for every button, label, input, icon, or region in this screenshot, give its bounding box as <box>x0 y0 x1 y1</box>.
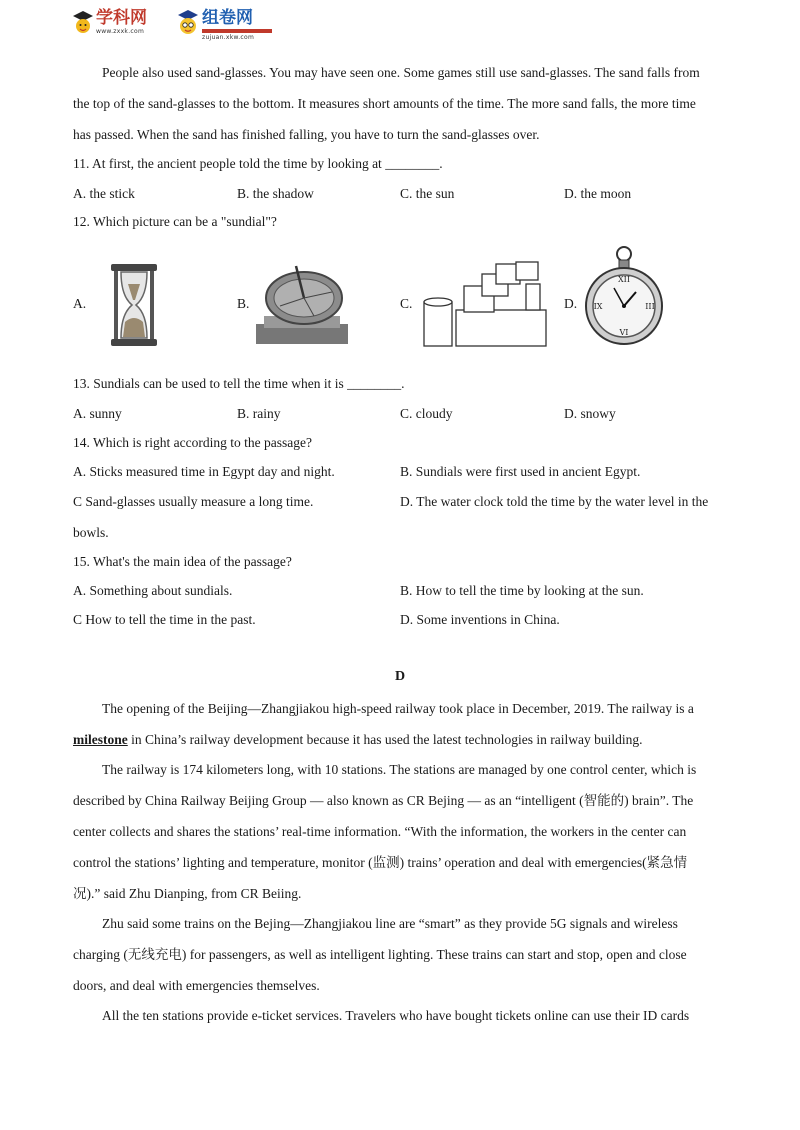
q15-option-a: A. Something about sundials. <box>73 583 233 598</box>
q13-option-a: A. sunny <box>73 406 122 421</box>
q14-option-d-continued: bowls. <box>73 525 109 540</box>
hourglass-picture <box>108 262 160 348</box>
passage-d-line: center collects and shares the stations’ real-time information. “With the information, the workers in the center can <box>73 824 687 839</box>
zujuan-logo <box>176 8 272 42</box>
passage-line: has passed. When the sand has finished falling, you have to turn the sand-glasses over. <box>73 127 540 142</box>
q11-option-d: D. the moon <box>564 186 632 201</box>
sundial-picture <box>256 262 348 344</box>
question-15-stem: 15. What's the main idea of the passage? <box>73 554 292 569</box>
question-11-stem: 11. At first, the ancient people told the time by looking at ________. <box>73 156 443 171</box>
zujuan-logo-text: 组卷网 <box>202 8 253 28</box>
q14-option-d: D. The water clock told the time by the water level in the <box>400 494 709 509</box>
passage-d-line <box>73 731 643 749</box>
passage-d-line: described by China Railway Beijing Group — also known as CR Bejing — as an “intelligent (智能的) brain”. The <box>73 793 694 808</box>
section-heading: D <box>394 669 406 684</box>
header-logos <box>72 8 292 48</box>
q12-option-a: A. <box>73 296 87 311</box>
question-14-stem: 14. Which is right according to the passage? <box>73 435 312 450</box>
svg-text:VI: VI <box>619 328 629 337</box>
zxxk-logo <box>72 8 147 38</box>
graduate-cap-icon <box>72 8 94 38</box>
q15-option-d: D. Some inventions in China. <box>400 612 560 627</box>
zxxk-logo-text: 学科网 <box>96 8 147 28</box>
q11-option-c: C. the sun <box>400 186 455 201</box>
zujuan-logo-url: zujuan.xkw.com <box>202 34 255 41</box>
q14-option-c: C Sand-glasses usually measure a long time. <box>73 494 314 509</box>
pocket-watch-picture <box>584 244 672 356</box>
question-13-stem: 13. Sundials can be used to tell the time when it is ________. <box>73 376 405 391</box>
q13-option-c: C. cloudy <box>400 406 453 421</box>
q13-option-b: B. rainy <box>237 406 281 421</box>
svg-text:XII: XII <box>617 275 631 284</box>
q14-option-a: A. Sticks measured time in Egypt day and night. <box>73 464 335 479</box>
passage-d-line: The railway is 174 kilometers long, with 10 stations. The stations are managed by one control center, which is <box>102 762 697 777</box>
q11-option-b: B. the shadow <box>237 186 314 201</box>
passage-d-line: Zhu said some trains on the Bejing—Zhangjiakou line are “smart” as they provide 5G signals and wireless <box>102 916 678 931</box>
water-clock-picture <box>420 260 550 350</box>
q13-option-d: D. snowy <box>564 406 616 421</box>
passage-d-line-rest: in China’s railway development because it has used the latest technologies in railway building. <box>127 732 643 747</box>
passage-line: People also used sand-glasses. You may have seen one. Some games still use sand-glasses. The sand falls from <box>102 65 700 80</box>
question-12-stem: 12. Which picture can be a "sundial"? <box>73 214 277 229</box>
svg-text:III: III <box>645 302 655 311</box>
q12-option-d: D. <box>564 296 578 311</box>
q12-option-b: B. <box>237 296 250 311</box>
passage-d-line: charging (无线充电) for passengers, as well as intelligent lighting. These trains can start and stop, open and close <box>73 947 687 962</box>
passage-line: the top of the sand-glasses to the bottom. It measures short amounts of the time. The more sand falls, the more time <box>73 96 696 111</box>
q11-option-a: A. the stick <box>73 186 135 201</box>
svg-text:IX: IX <box>593 302 603 311</box>
q14-option-b: B. Sundials were first used in ancient Egypt. <box>400 464 641 479</box>
keyword-milestone: milestone <box>73 732 128 747</box>
q12-option-c: C. <box>400 296 413 311</box>
passage-d-line: The opening of the Beijing—Zhangjiakou high-speed railway took place in December, 2019. The railway is a <box>102 701 694 716</box>
passage-d-line: All the ten stations provide e-ticket services. Travelers who have bought tickets online can use their ID cards <box>102 1008 690 1023</box>
passage-d-line: control the stations’ lighting and temperature, monitor (监测) trains’ operation and deal with emergencies(紧急情 <box>73 855 688 870</box>
q15-option-b: B. How to tell the time by looking at the sun. <box>400 583 644 598</box>
logo-stripe <box>202 29 272 33</box>
passage-d-line: 况).” said Zhu Dianping, from CR Beiing. <box>73 886 302 901</box>
mascot-icon <box>176 8 200 38</box>
passage-d-line: doors, and deal with emergencies themselves. <box>73 978 320 993</box>
q15-option-c: C How to tell the time in the past. <box>73 612 256 627</box>
zxxk-logo-url: www.zxxk.com <box>96 28 145 35</box>
